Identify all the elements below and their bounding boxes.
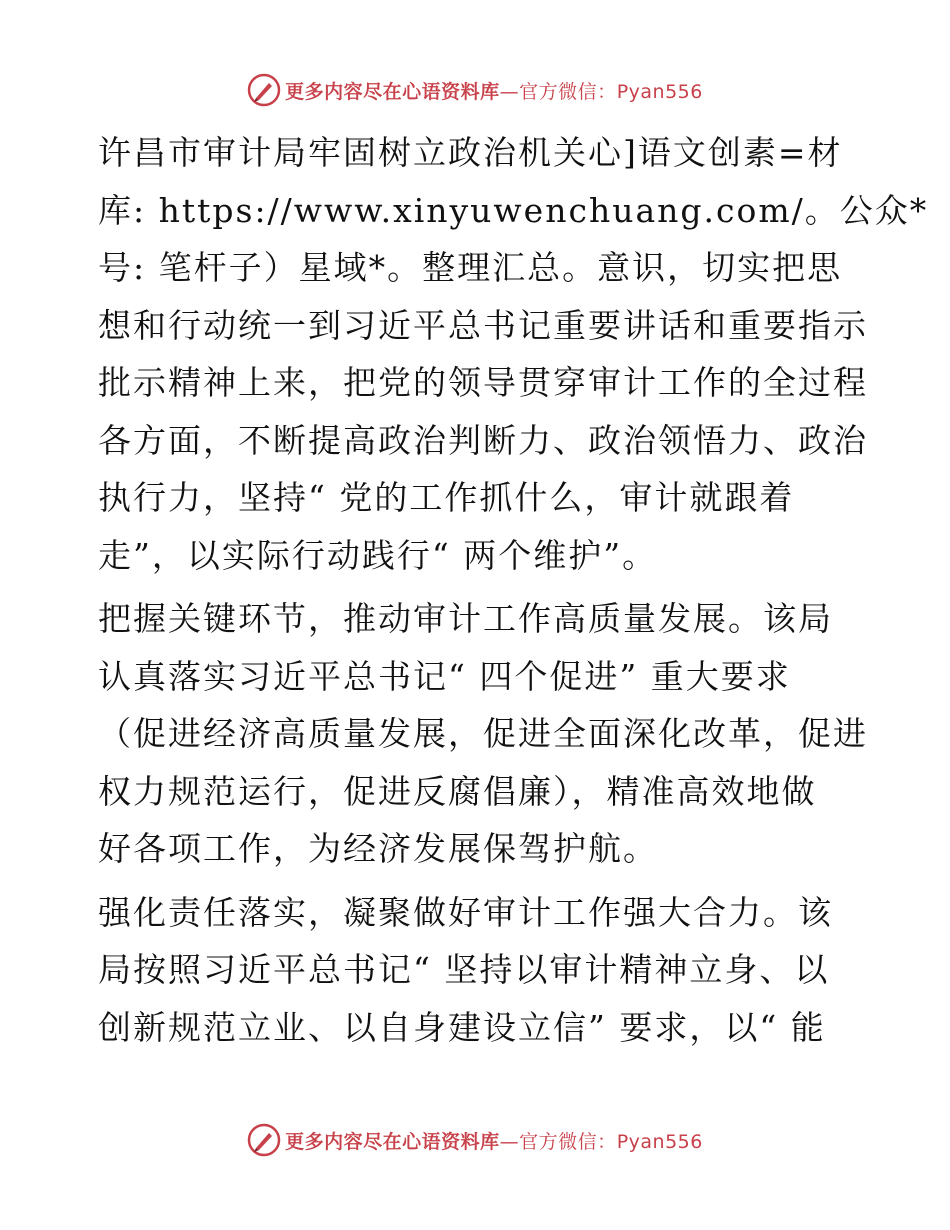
watermark-dash: — (499, 1130, 520, 1153)
text-line: 想和行动统一到习近平总书记重要讲话和重要指示 (98, 305, 868, 345)
text-line: 好各项工作，为经济发展保驾护航。 (98, 829, 658, 868)
text-line: 执行力，坚持“ 党的工作抓什么，审计就跟着 (98, 478, 795, 517)
text-line: 创新规范立业、以自身建设立信” 要求，以“ 能 (98, 1007, 826, 1047)
text-line: 强化责任落实，凝聚做好审计工作强大合力。该 (98, 892, 833, 932)
text-line: 批示精神上来，把党的领导贯穿审计工作的全过程 (98, 363, 868, 402)
text-line: 认真落实习近平总书记“ 四个促进” 重大要求 (98, 656, 791, 696)
pen-logo-icon (247, 73, 281, 107)
text-line: 号: 笔杆子）星域*。整理汇总。意识，切实把思 (98, 248, 843, 287)
watermark-handle: Pyan556 (616, 80, 703, 103)
text-line: 走”，以实际行动践行“ 两个维护”。 (98, 535, 658, 575)
text-line: 把握关键环节，推动审计工作高质量发展。该局 (98, 599, 833, 638)
watermark-handle: Pyan556 (616, 1130, 703, 1153)
watermark-lead: 更多内容尽在心语资料库 (285, 1130, 500, 1153)
paragraph-1 (98, 124, 929, 584)
text-line: 各方面，不断提高政治判断力、政治领悟力、政治 (98, 420, 868, 460)
pen-logo-icon (247, 1123, 281, 1157)
footer-watermark (0, 1120, 950, 1160)
document-body (98, 124, 929, 1062)
text-line: （促进经济高质量发展，促进全面深化改革，促进 (98, 714, 868, 753)
text-line: 许昌市审计局牢固树立政治机关心]语文创素=材 (98, 133, 843, 172)
watermark-tail: 官方微信： (519, 1130, 617, 1153)
paragraph-3 (98, 884, 858, 1057)
watermark-dash: — (499, 80, 520, 103)
watermark-tail: 官方微信： (519, 80, 617, 103)
text-line: 库: https://www.xinyuwenchuang.com/。公众* (98, 190, 929, 230)
header-watermark (0, 70, 950, 110)
watermark-text (285, 1127, 703, 1154)
text-line: 局按照习近平总书记“ 坚持以审计精神立身、以 (98, 950, 830, 989)
paragraph-2 (98, 590, 868, 878)
text-line: 权力规范运行，促进反腐倡廉），精准高效地做 (98, 771, 817, 811)
watermark-lead: 更多内容尽在心语资料库 (285, 80, 500, 103)
watermark-text (285, 77, 703, 104)
